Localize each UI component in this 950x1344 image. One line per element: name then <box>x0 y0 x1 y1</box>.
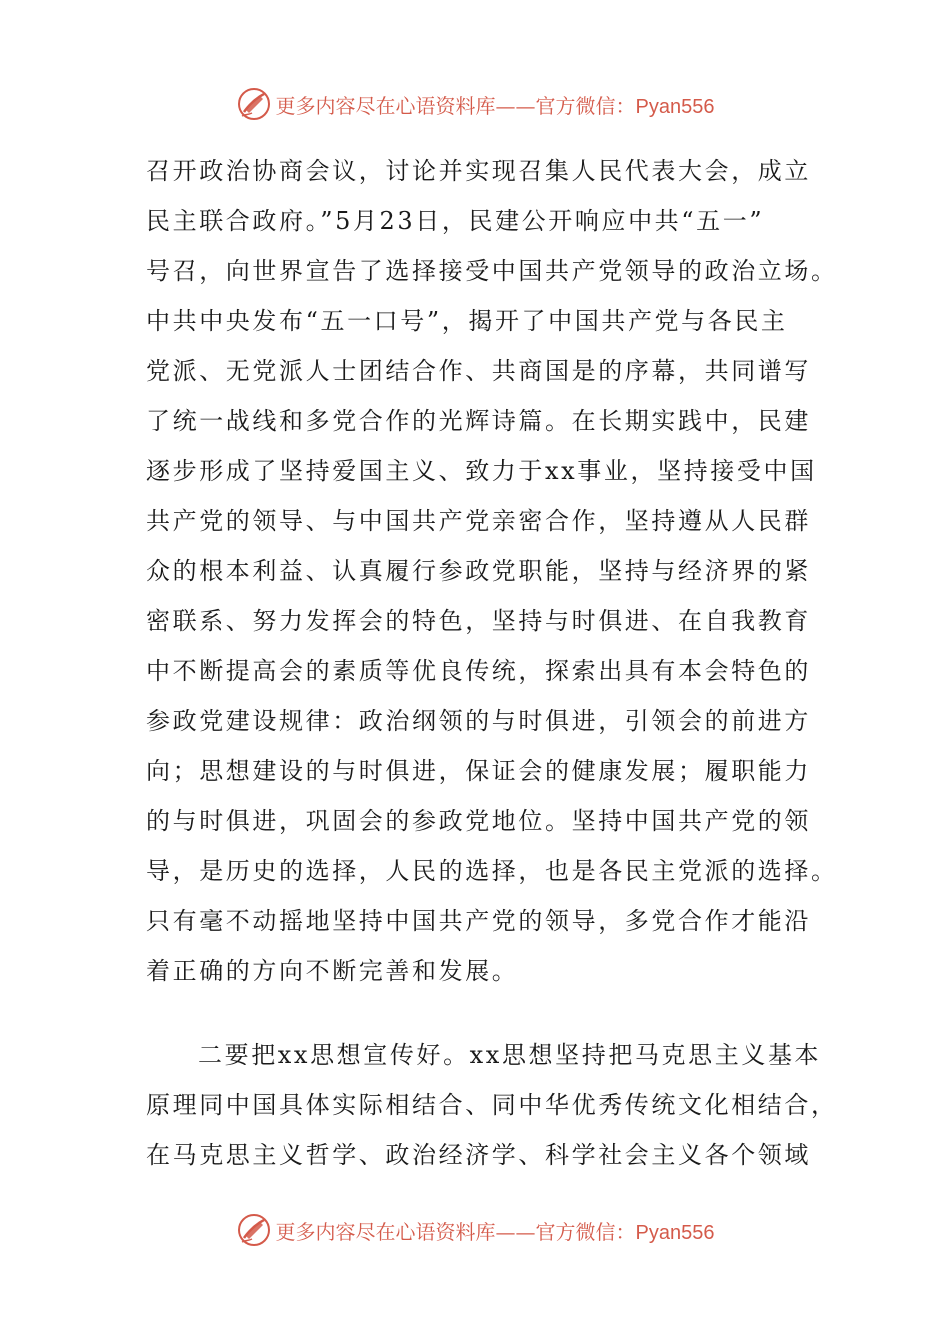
text-line: 原理同中国具体实际相结合、同中华优秀传统文化相结合， <box>146 1091 838 1119</box>
footer-banner <box>0 1210 950 1250</box>
banner-main-text: 更多内容尽在心语资料库 <box>275 1219 496 1244</box>
pen-logo-icon <box>236 1212 272 1248</box>
header-banner <box>0 84 950 124</box>
banner-wechat-id: Pyan556 <box>635 95 715 118</box>
text-line: 的与时俱进，巩固会的参政党地位。坚持中国共产党的领 <box>146 807 811 835</box>
banner-dash: —— <box>495 93 536 118</box>
text-line: 逐步形成了坚持爱国主义、致力于xx事业，坚持接受中国 <box>146 457 817 485</box>
text-line: 号召，向世界宣告了选择接受中国共产党领导的政治立场。 <box>146 257 838 285</box>
text-line: 密联系、努力发挥会的特色，坚持与时俱进、在自我教育 <box>146 607 811 635</box>
paragraph-1 <box>146 146 838 996</box>
banner-wechat-id: Pyan556 <box>635 1221 715 1244</box>
banner-main-text: 更多内容尽在心语资料库 <box>275 93 496 118</box>
text-line: 在马克思主义哲学、政治经济学、科学社会主义各个领域 <box>146 1141 811 1169</box>
text-line: 党派、无党派人士团结合作、共商国是的序幕，共同谱写 <box>146 357 811 385</box>
banner-text <box>276 1216 715 1245</box>
document-body <box>146 146 838 1180</box>
text-line: 了统一战线和多党合作的光辉诗篇。在长期实践中，民建 <box>146 407 811 435</box>
paragraph-spacer <box>146 996 806 1030</box>
text-line: 导，是历史的选择，人民的选择，也是各民主党派的选择。 <box>146 857 838 885</box>
text-line: 民主联合政府。”5月23日，民建公开响应中共“五一” <box>146 207 765 235</box>
paragraph-2 <box>146 1030 838 1180</box>
banner-wechat-label: 官方微信： <box>535 1219 636 1244</box>
banner-dash: —— <box>495 1219 536 1244</box>
text-line: 参政党建设规律：政治纲领的与时俱进，引领会的前进方 <box>146 707 811 735</box>
text-line: 共产党的领导、与中国共产党亲密合作，坚持遵从人民群 <box>146 507 811 535</box>
text-line: 中共中央发布“五一口号”，揭开了中国共产党与各民主 <box>146 307 788 335</box>
pen-logo-icon <box>236 86 272 122</box>
text-line: 召开政治协商会议，讨论并实现召集人民代表大会，成立 <box>146 157 811 185</box>
text-line: 着正确的方向不断完善和发展。 <box>146 957 519 985</box>
text-line: 只有毫不动摇地坚持中国共产党的领导，多党合作才能沿 <box>146 907 811 935</box>
text-line: 二要把xx思想宣传好。xx思想坚持把马克思主义基本 <box>198 1041 822 1069</box>
banner-text <box>276 90 715 119</box>
text-line: 众的根本利益、认真履行参政党职能，坚持与经济界的紧 <box>146 557 811 585</box>
banner-wechat-label: 官方微信： <box>535 93 636 118</box>
text-line: 中不断提高会的素质等优良传统，探索出具有本会特色的 <box>146 657 811 685</box>
text-line: 向；思想建设的与时俱进，保证会的健康发展；履职能力 <box>146 757 811 785</box>
